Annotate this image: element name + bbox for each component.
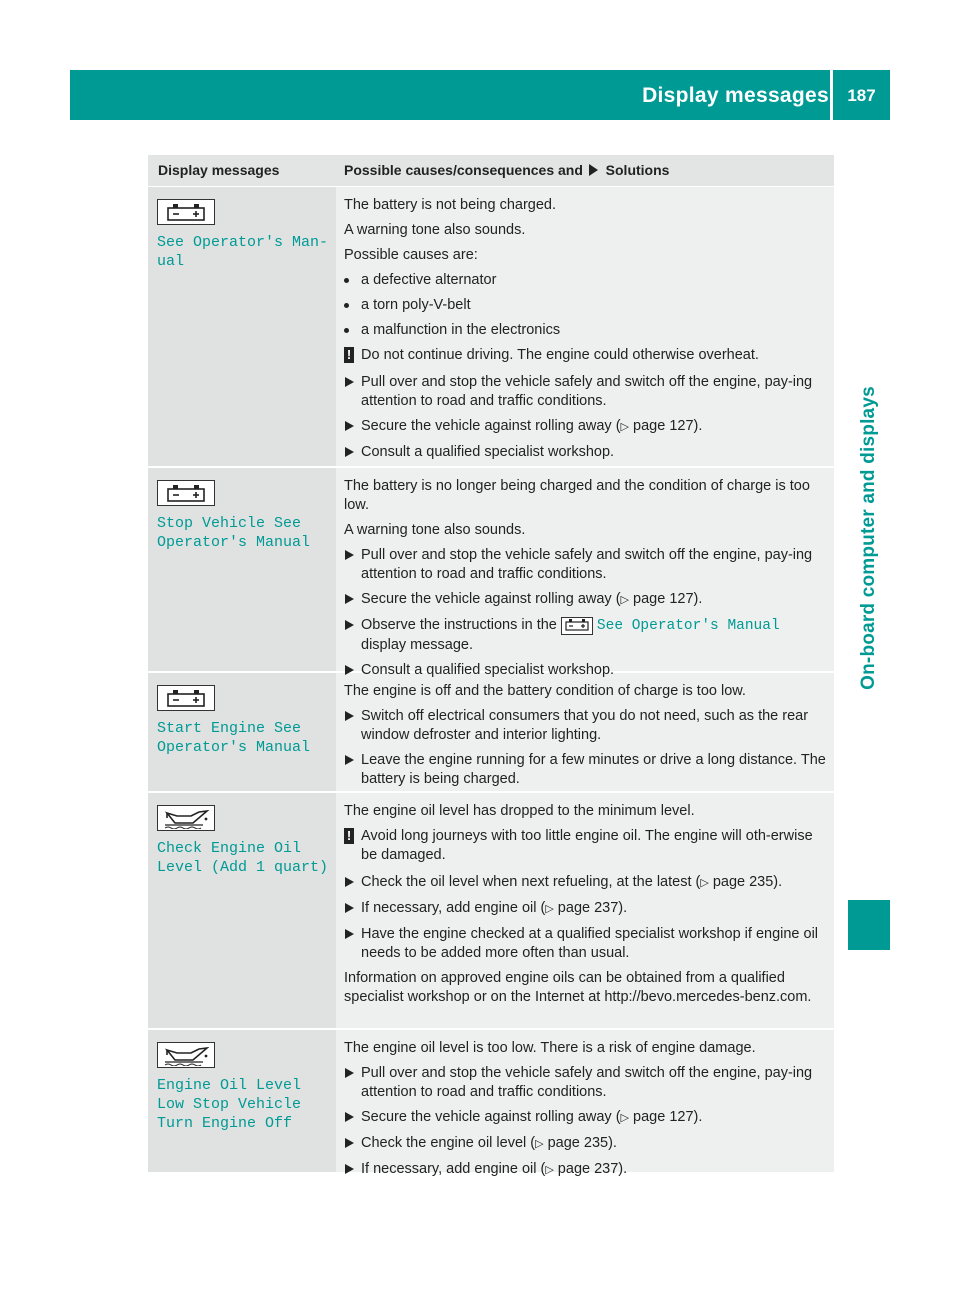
warning-icon: !: [344, 828, 354, 844]
battery-icon: [157, 480, 215, 506]
list-item: a malfunction in the electronics: [344, 321, 826, 340]
battery-icon: [561, 617, 593, 635]
oil-can-icon: [157, 1042, 215, 1068]
solution-step: Consult a qualified specialist workshop.: [344, 661, 826, 680]
solution-step: Secure the vehicle against rolling away (▷ page 127).: [344, 1108, 826, 1128]
warning-note: ! Avoid long journeys with too little engine oil. The engine will oth-erwise be damaged.: [344, 827, 826, 865]
table-row: [148, 468, 834, 678]
message-cell: [148, 793, 336, 1028]
play-arrow-icon: [589, 164, 598, 176]
message-cell: [148, 187, 336, 466]
list-item: a defective alternator: [344, 271, 826, 290]
step-arrow-icon: [345, 421, 354, 431]
side-tab-label: On-board computer and displays: [858, 386, 879, 690]
solution-cell: The battery is no longer being charged and the condition of charge is too low. A warning tone also sounds. Pull over and stop the vehicle safely and switch off the engine, pay-ing attention to road and traffic conditions. Secure the vehicle against rolling away (▷ page 127). Observe the instructions in the See Operator's Manual display message. Consult a qualified specialist workshop.: [336, 468, 834, 671]
page-ref-icon: ▷: [545, 903, 554, 915]
page-ref-icon: ▷: [620, 421, 629, 433]
display-message-text: See Operator's Man‐ ual: [157, 234, 329, 270]
page-ref-icon: ▷: [545, 1164, 554, 1176]
step-arrow-icon: [345, 447, 354, 457]
side-tab-marker: [848, 900, 890, 950]
step-arrow-icon: [345, 665, 354, 675]
solution-step: Leave the engine running for a few minutes or drive a long distance. The battery is being charged.: [344, 751, 826, 789]
solution-step: Check the oil level when next refueling, at the latest (▷ page 235).: [344, 873, 826, 893]
step-arrow-icon: [345, 929, 354, 939]
warning-note: ! Do not continue driving. The engine could otherwise overheat.: [344, 346, 826, 365]
side-tab: [848, 120, 890, 690]
solution-step: Pull over and stop the vehicle safely and switch off the engine, pay-ing attention to road and traffic conditions.: [344, 546, 826, 584]
table-row: [148, 187, 834, 468]
step-arrow-icon: [345, 711, 354, 721]
step-arrow-icon: [345, 877, 354, 887]
table-header: [148, 155, 834, 187]
step-arrow-icon: [345, 1068, 354, 1078]
solution-step: Pull over and stop the vehicle safely and switch off the engine, pay-ing attention to road and traffic conditions.: [344, 1064, 826, 1102]
solution-step: Check the engine oil level (▷ page 235).: [344, 1134, 826, 1154]
solution-cell: The engine oil level has dropped to the minimum level. ! Avoid long journeys with too little engine oil. The engine will oth-erwise be damaged. Check the oil level when next refueling, at the latest (▷ page 235). If necessary, add engine oil (▷ page 237). Have the engine checked at a qualified specialist workshop if engine oil needs to be added more often than usual. Information on approved engine oils can be obtained from a qualified specialist workshop or on the Internet at http://bevo.mercedes-benz.com.: [336, 793, 834, 1028]
step-arrow-icon: [345, 1112, 354, 1122]
inline-display-message: See Operator's Manual: [596, 618, 780, 634]
display-message-text: Stop Vehicle See Operator's Manual: [157, 515, 311, 551]
solution-step: Observe the instructions in the See Operator's Manual display message.: [344, 616, 826, 655]
message-cell: [148, 468, 336, 671]
page-ref-icon: ▷: [620, 594, 629, 606]
page-ref-icon: ▷: [620, 1112, 629, 1124]
table-row: [148, 1030, 834, 1177]
solution-cell: The battery is not being charged. A warning tone also sounds. Possible causes are: a defective alternator a torn poly-V-belt a malfunction in the electronics ! Do not continue driving. The engine could otherwise overheat. Pull over and stop the vehicle safely and switch off the engine, pay-ing attention to road and traffic conditions. Secure the vehicle against rolling away (▷ page 127). Consult a qualified specialist workshop.: [336, 187, 834, 466]
step-arrow-icon: [345, 755, 354, 765]
step-arrow-icon: [345, 620, 354, 630]
battery-icon: [157, 685, 215, 711]
display-message-text: Engine Oil Level Low Stop Vehicle Turn Engine Off: [157, 1077, 302, 1132]
display-message-text: Start Engine See Operator's Manual: [157, 720, 311, 756]
display-messages-table: [148, 155, 834, 1177]
solution-step: Have the engine checked at a qualified specialist workshop if engine oil needs to be added more often than usual.: [344, 925, 826, 963]
message-cell: [148, 1030, 336, 1172]
step-arrow-icon: [345, 377, 354, 387]
page-ref-icon: ▷: [535, 1138, 544, 1150]
warning-icon: !: [344, 347, 354, 363]
column-header-messages: Display messages: [158, 162, 280, 178]
page-ref-icon: ▷: [700, 877, 709, 889]
table-row: [148, 793, 834, 1030]
message-cell: [148, 673, 336, 791]
step-arrow-icon: [345, 550, 354, 560]
solution-step: Pull over and stop the vehicle safely and switch off the engine, pay-ing attention to road and traffic conditions.: [344, 373, 826, 411]
step-arrow-icon: [345, 903, 354, 913]
list-item: a torn poly-V-belt: [344, 296, 826, 315]
step-arrow-icon: [345, 1138, 354, 1148]
solution-step: Switch off electrical consumers that you do not need, such as the rear window defroster and interior lighting.: [344, 707, 826, 745]
column-header-causes: Possible causes/consequences and Solutions: [344, 162, 670, 178]
solution-step: Secure the vehicle against rolling away (▷ page 127).: [344, 417, 826, 437]
step-arrow-icon: [345, 1164, 354, 1174]
table-row: [148, 673, 834, 793]
battery-icon: [157, 199, 215, 225]
solution-cell: The engine oil level is too low. There is a risk of engine damage. Pull over and stop the vehicle safely and switch off the engine, pay-ing attention to road and traffic conditions. Secure the vehicle against rolling away (▷ page 127). Check the engine oil level (▷ page 235). If necessary, add engine oil (▷ page 237).: [336, 1030, 834, 1172]
page-title: Display messages: [642, 84, 829, 107]
solution-step: Secure the vehicle against rolling away (▷ page 127).: [344, 590, 826, 610]
oil-can-icon: [157, 805, 215, 831]
solution-step: If necessary, add engine oil (▷ page 237).: [344, 899, 826, 919]
page-number: 187: [847, 86, 876, 105]
solution-cell: The engine is off and the battery condition of charge is too low. Switch off electrical consumers that you do not need, such as the rear window defroster and interior lighting. Leave the engine running for a few minutes or drive a long distance. The battery is being charged.: [336, 673, 834, 791]
step-arrow-icon: [345, 594, 354, 604]
display-message-text: Check Engine Oil Level (Add 1 quart): [157, 840, 329, 876]
solution-step: Consult a qualified specialist workshop.: [344, 443, 826, 462]
solution-step: If necessary, add engine oil (▷ page 237).: [344, 1160, 826, 1180]
